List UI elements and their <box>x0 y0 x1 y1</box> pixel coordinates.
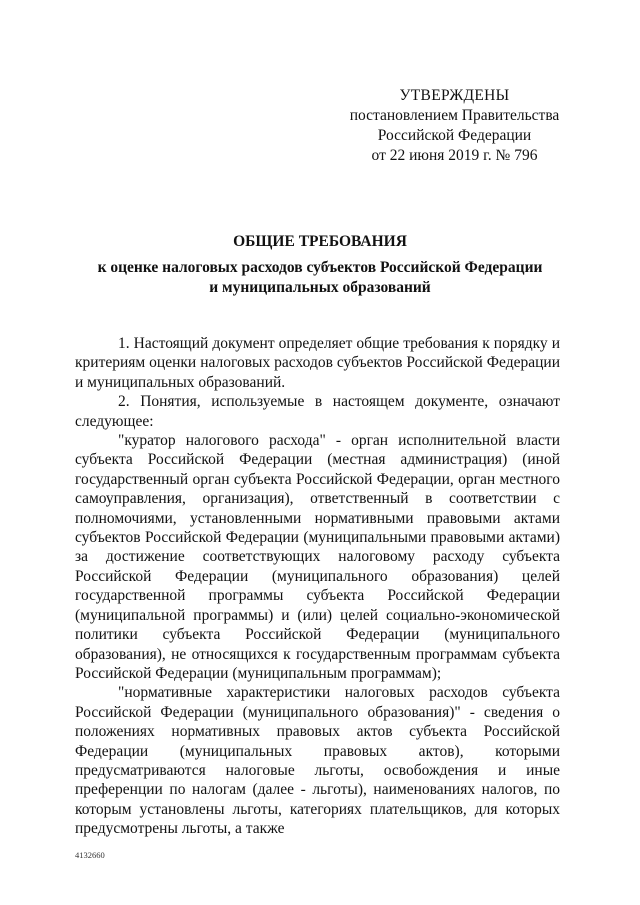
document-body <box>75 334 560 839</box>
paragraph-3: "куратор налогового расхода" - орган исполнительной власти субъекта Российской Федерации (местная администрация) (иной государственный орган субъекта Российской Федерации, орган местного самоуправления, организация), ответственный в соответствии с полномочиями, установленными нормативными правовыми актами субъектов Российской Федерации (муниципальными правовыми актами) за достижение соответствующих налоговому расходу субъекта Российской Федерации (муниципального образования) целей государственной программы субъекта Российской Федерации (муниципальной программы) и (или) целей социально-экономической политики субъекта Российской Федерации (муниципального образования), не относящихся к государственным программам субъекта Российской Федерации (муниципальным программам); <box>75 432 560 682</box>
approval-line-1: постановлением Правительства <box>349 107 560 124</box>
document-title <box>60 232 580 298</box>
approval-line-2: Российской Федерации <box>377 127 532 144</box>
title-subtitle-1: к оценке налоговых расходов субъектов Российской Федерации <box>97 259 543 276</box>
paragraph-4: "нормативные характеристики налоговых расходов субъекта Российской Федерации (муниципального образования)" - сведения о положениях нормативных правовых актов субъекта Российской Федерации (муниципальных правовых актов), которыми предусматриваются налоговые льготы, освобождения и иные преференции по налогам (далее - льготы), наименованиях налогов, по которым установлены льготы, категориях плательщиков, для которых предусмотрены льготы, а также <box>75 684 560 838</box>
paragraph-2: 2. Понятия, используемые в настоящем документе, означают следующее: <box>75 393 560 430</box>
paragraph-1: 1. Настоящий документ определяет общие требования к порядку и критериям оценки налоговых расходов субъектов Российской Федерации и муниципальных образований. <box>75 335 560 391</box>
title-subtitle-2: и муниципальных образований <box>209 279 431 296</box>
approval-block <box>342 86 567 166</box>
title-main: ОБЩИЕ ТРЕБОВАНИЯ <box>233 233 407 250</box>
document-number: 4132660 <box>75 850 105 860</box>
approval-line-3: от 22 июня 2019 г. № 796 <box>371 147 538 164</box>
approval-heading: УТВЕРЖДЕНЫ <box>399 87 510 104</box>
